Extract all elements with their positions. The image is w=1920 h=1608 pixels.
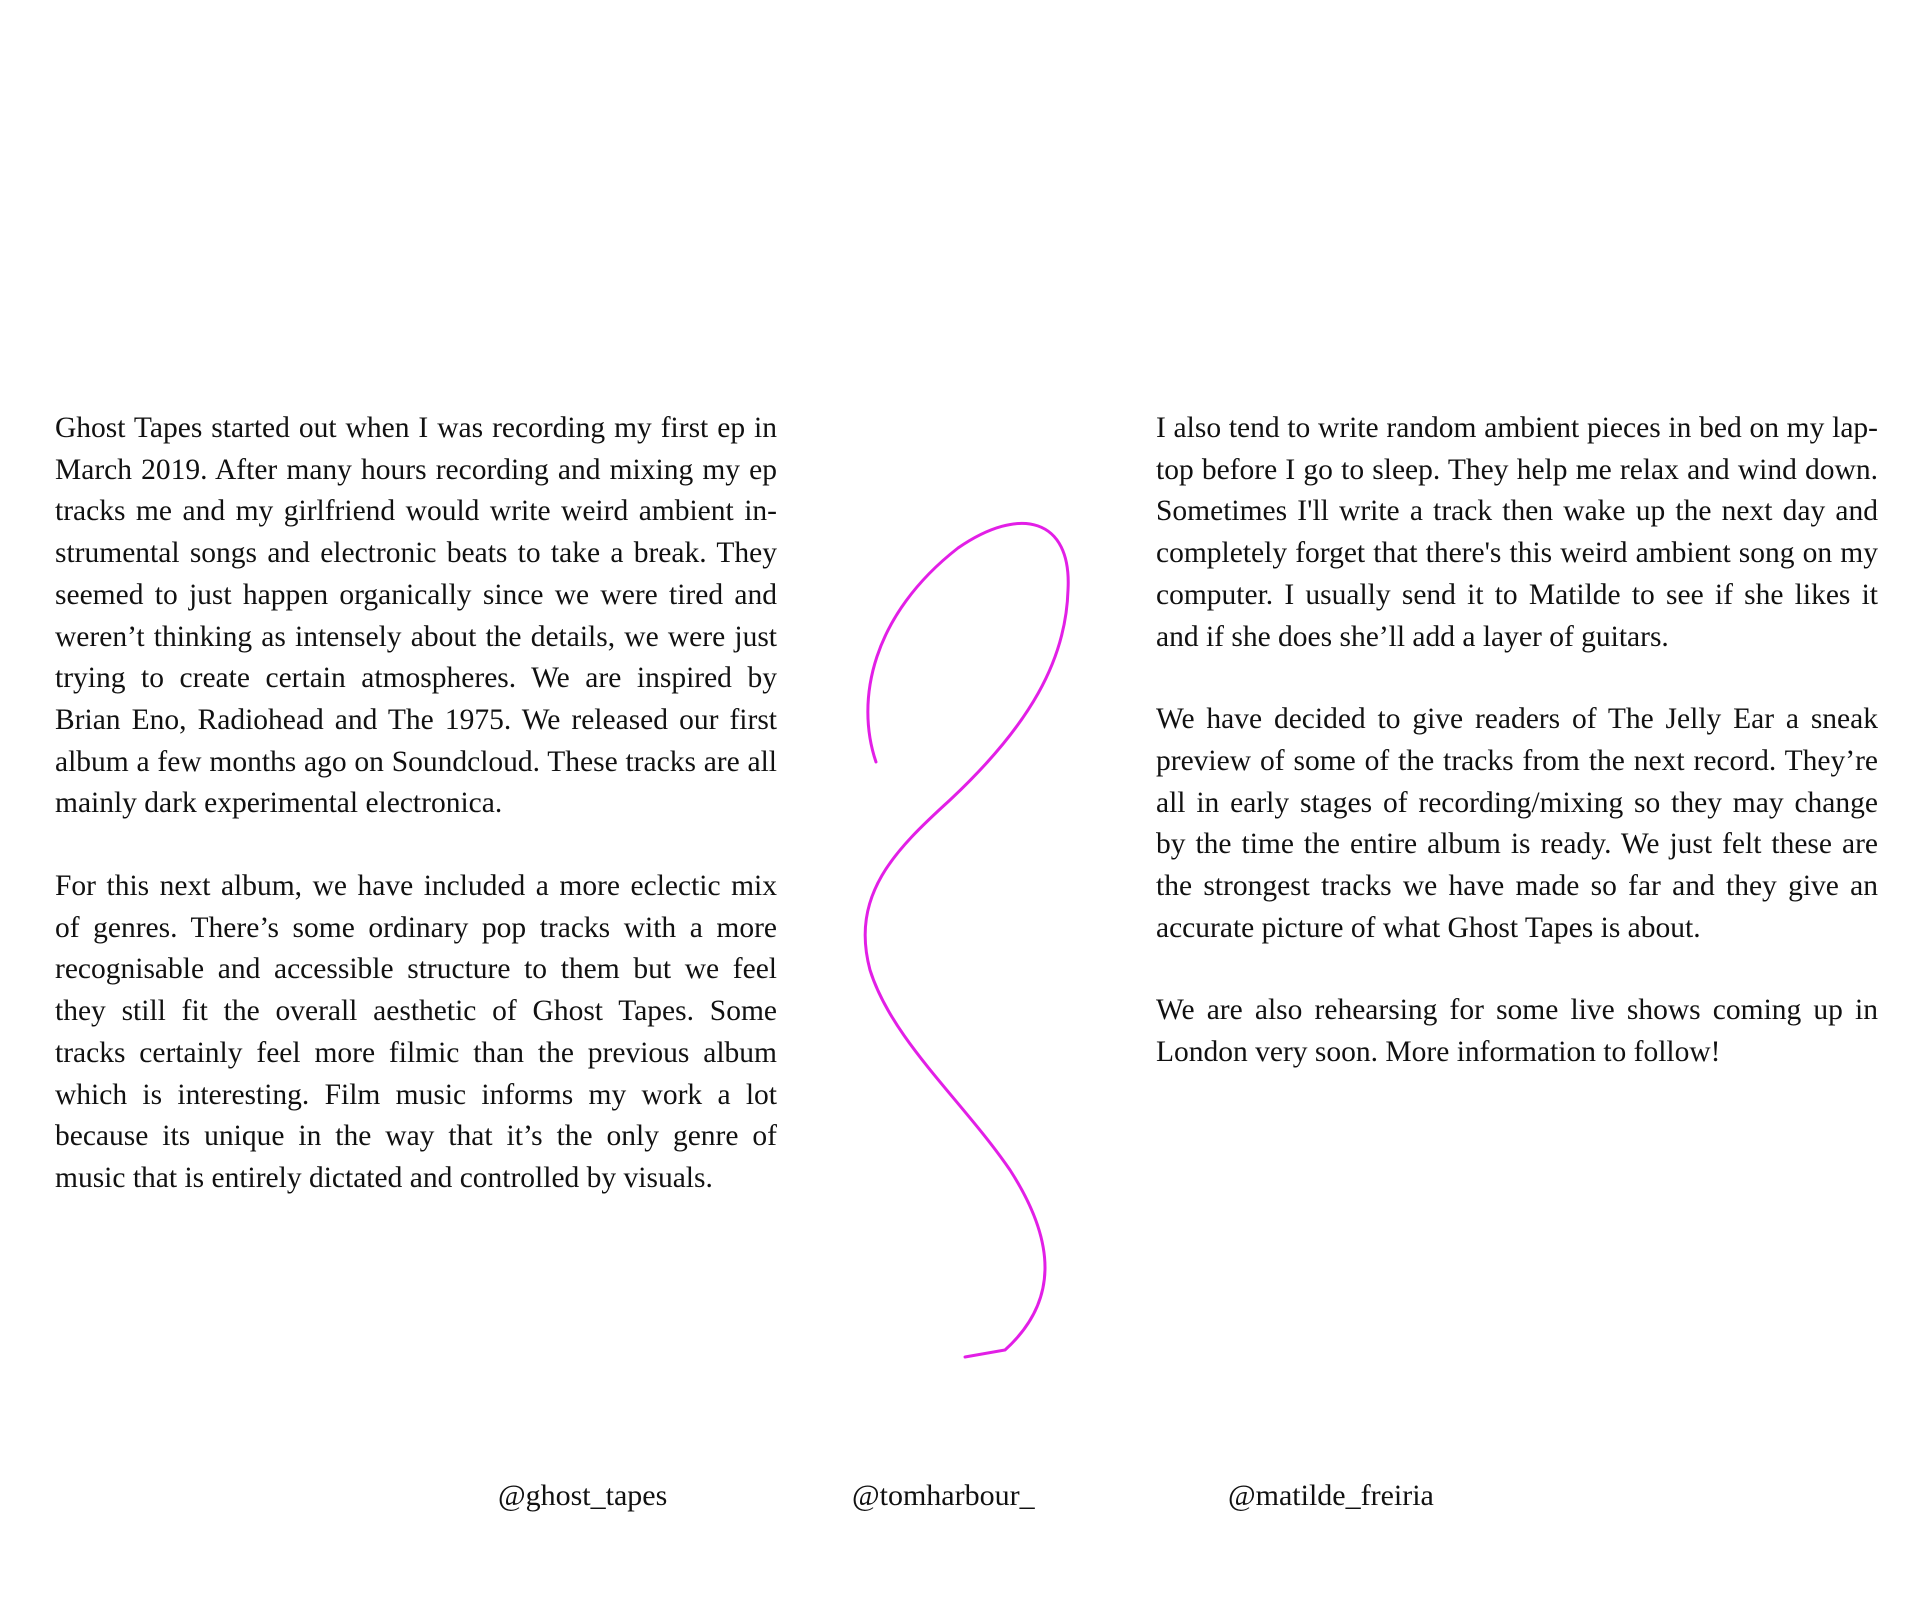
handle-ghost-tapes: @ghost_tapes bbox=[498, 1479, 668, 1512]
left-text-column bbox=[55, 408, 777, 1241]
left-paragraph-1: Ghost Tapes started out when I was recording my first ep in March 2019. After many hours recording and mixing my ep tracks me and my girlfriend would write weird ambient instrumental songs and electronic beats to take a break. They seemed to just happen organically since we were tired and weren’t thinking as intensely about the details, we were just trying to create certain atmospheres. We are inspired by Brian Eno, Radiohead and The 1975. We released our first album a few months ago on Soundcloud. These tracks are all mainly dark experimental electronica. bbox=[55, 412, 777, 820]
right-text-column bbox=[1156, 408, 1878, 1115]
left-paragraph-2: For this next album, we have included a more eclectic mix of genres. There’s some ordinary pop tracks with a more recognisable and accessible structure to them but we feel they still fit the overall aesthetic of Ghost Tapes. Some tracks certainly feel more filmic than the previous album which is interesting. Film music informs my work a lot because its unique in the way that it’s the only genre of music that is entirely dictated and controlled by visuals. bbox=[55, 870, 777, 1194]
squiggle-path bbox=[865, 523, 1068, 1357]
handle-tomharbour: @tomharbour_ bbox=[852, 1479, 1035, 1512]
right-paragraph-1: I also tend to write random ambient pieces in bed on my laptop before I go to sleep. They help me relax and wind down. Sometimes I'll write a track then wake up the next day and completely forget that there's this weird ambient song on my computer. I usually send it to Matilde to see if she likes it and if she does she’ll add a layer of guitars. bbox=[1156, 412, 1878, 653]
right-paragraph-3: We are also rehearsing for some live shows coming up in London very soon. More information to follow! bbox=[1156, 994, 1878, 1069]
right-paragraph-2: We have decided to give readers of The Jelly Ear a sneak preview of some of the tracks from the next record. They’re all in early stages of recording/mixing so they may change by the time the entire album is ready. We just felt these are the strongest tracks we have made so far and they give an accurate picture of what Ghost Tapes is about. bbox=[1156, 703, 1878, 944]
handle-matilde-freiria: @matilde_freiria bbox=[1228, 1479, 1434, 1512]
